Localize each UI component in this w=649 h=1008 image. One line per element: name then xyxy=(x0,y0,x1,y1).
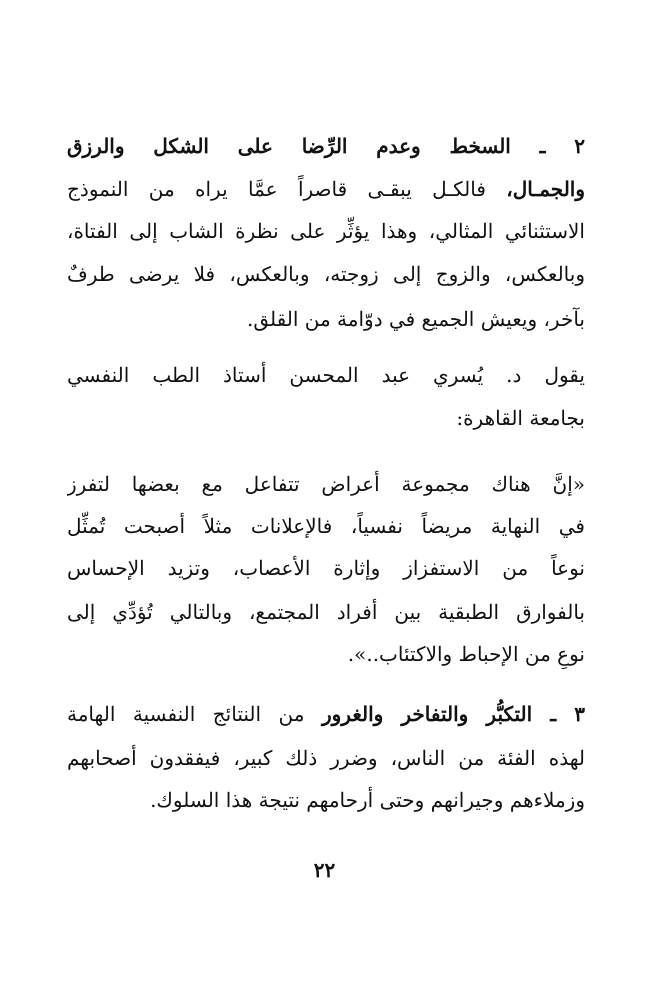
section-2-heading-continued: والجمـال، xyxy=(506,177,585,201)
quote-line-3: نوعاً من الاستفزاز وإثارة الأعصاب، وتزيد الإحساس xyxy=(67,556,585,580)
quote-line-2: في النهاية مريضاً نفسياً، فالإعلانات مثلاً أصبحت تُمثِّل xyxy=(67,514,585,538)
quote-intro-line-2: بجامعة القاهرة: xyxy=(456,406,585,430)
section-3-line-1-text: من النتائج النفسية الهامة xyxy=(67,702,305,726)
page-number: ٢٢ xyxy=(313,858,336,882)
section-2-line-2 xyxy=(67,174,585,204)
quote-line-4: بالفوارق الطبقية بين أفراد المجتمع، وبالتالي تُؤدِّي إلى xyxy=(67,600,585,624)
section-2-line-2-text: فالكـل يبقـى قاصراً عمَّا يراه من النموذج xyxy=(67,177,486,201)
quote-line-1: «إنَّ هناك مجموعة أعراض تتفاعل مع بعضها لتفرز xyxy=(67,472,585,496)
section-3-heading: ٣ ـ التكبُّر والتفاخر والغرور xyxy=(321,702,585,726)
section-3-line-3: وزملاءهم وجيرانهم وحتى أرحامهم نتيجة هذا السلوك. xyxy=(150,788,585,812)
section-3-line-2: لهذه الفئة من الناس، وضرر ذلك كبير، فيفقدون أصحابهم xyxy=(67,746,585,770)
section-2-line-4: وبالعكس، والزوج إلى زوجته، وبالعكس، فلا يرضى طرفٌ xyxy=(67,262,585,286)
quote-intro-line-1: يقول د. يُسري عبد المحسن أستاذ الطب النفسي xyxy=(67,363,585,387)
section-3-line-1 xyxy=(67,699,585,729)
section-2-heading: ٢ ـ السخط وعدم الرِّضا على الشكل والرزق xyxy=(67,134,585,158)
section-2-line-3: الاستثنائي المثالي، وهذا يؤثِّر على نظرة الشاب إلى الفتاة، xyxy=(67,219,585,243)
section-2-heading-line xyxy=(67,131,585,161)
quote-line-5: نوعٍ من الإحباط والاكتئاب..». xyxy=(347,642,585,666)
section-2-line-5: بآخر، ويعيش الجميع في دوّامة من القلق. xyxy=(246,307,585,331)
